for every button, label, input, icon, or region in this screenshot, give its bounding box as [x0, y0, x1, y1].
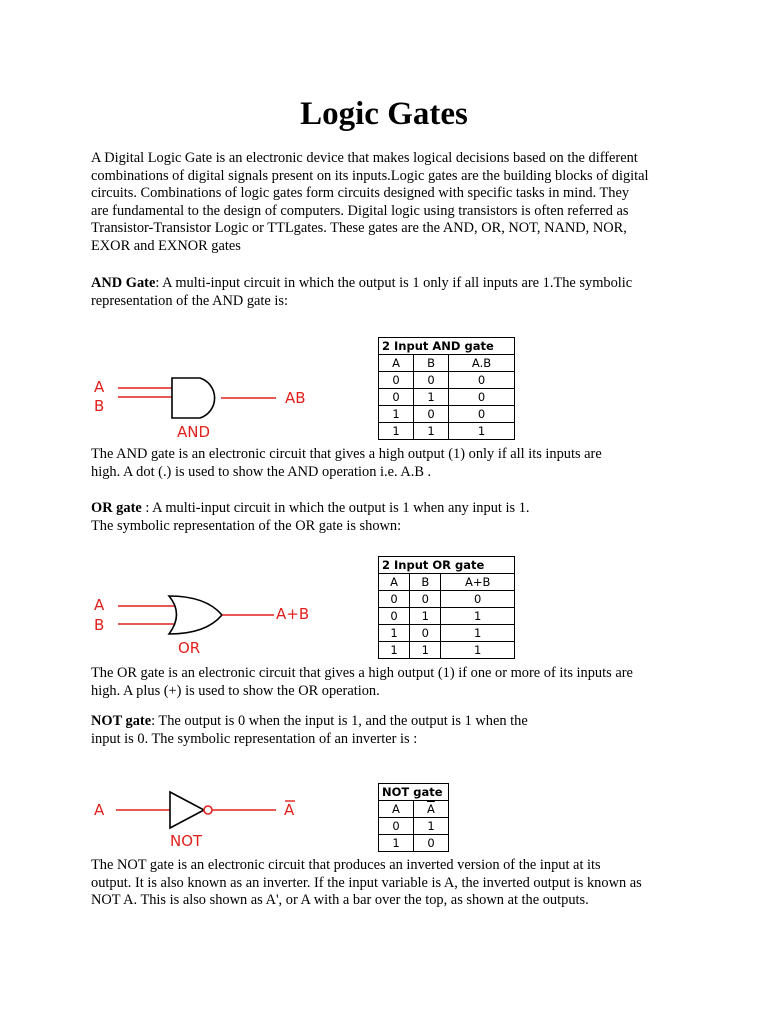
intro-line: circuits. Combinations of logic gates form circuits designed with specific tasks in mind. They — [91, 185, 630, 201]
table-row — [379, 591, 515, 608]
table-cell: 0 — [441, 591, 515, 608]
not-after-text: The NOT gate is an electronic circuit that produces an inverted version of the input at its — [91, 857, 601, 873]
table-cell: 0 — [414, 406, 449, 423]
table-cell: 0 — [379, 389, 414, 406]
table-row — [379, 818, 449, 835]
table-cell: 0 — [379, 608, 410, 625]
table-cell: 1 — [414, 389, 449, 406]
and-gate-diagram — [88, 370, 318, 442]
and-table-caption: 2 Input AND gate — [379, 338, 515, 355]
and-explanation — [91, 446, 677, 481]
or-truth-table — [378, 556, 515, 659]
not-gate-diagram — [88, 788, 313, 852]
and-input-a-label: A — [94, 378, 105, 396]
or-input-a-label: A — [94, 596, 105, 614]
and-input-b-label: B — [94, 397, 105, 415]
not-explanation — [91, 857, 677, 910]
table-cell: 0 — [449, 372, 515, 389]
table-header-cell: A — [379, 355, 414, 372]
table-row — [379, 406, 515, 423]
table-cell: 1 — [410, 608, 441, 625]
intro-line: are fundamental to the design of computers. Digital logic using transistors is often referred as — [91, 202, 629, 219]
table-cell: 0 — [414, 372, 449, 389]
table-cell: 1 — [441, 608, 515, 625]
not-gate-name: NOT — [170, 832, 203, 850]
not-heading: NOT gate — [91, 713, 152, 729]
not-after-text: output. It is also known as an inverter. If the input variable is A, the inverted output is known as — [91, 874, 642, 891]
not-truth-table — [378, 783, 449, 852]
table-cell: 1 — [379, 642, 410, 659]
table-header-cell: B — [414, 355, 449, 372]
or-description — [91, 500, 677, 535]
table-header-cell: A.B — [449, 355, 515, 372]
table-row — [379, 625, 515, 642]
table-row — [379, 642, 515, 659]
table-header-cell: $\overline{A}$ — [413, 801, 448, 818]
intro-line: Transistor-Transistor Logic or TTLgates. These gates are the AND, OR, NOT, NAND, NOR, — [91, 220, 627, 236]
table-cell: 0 — [379, 372, 414, 389]
not-desc-text: : The output is 0 when the input is 1, and the output is 1 when the — [151, 713, 528, 729]
table-cell: 0 — [410, 625, 441, 642]
or-output-label: A+B — [276, 605, 310, 623]
not-description — [91, 713, 677, 748]
intro-line: EXOR and EXNOR gates — [91, 237, 241, 254]
and-after-text: high. A dot (.) is used to show the AND operation i.e. A.B . — [91, 463, 432, 480]
and-after-text: The AND gate is an electronic circuit that gives a high output (1) only if all its inputs are — [91, 446, 602, 462]
table-row — [379, 372, 515, 389]
table-cell: 0 — [410, 591, 441, 608]
not-input-a-label: A — [94, 801, 105, 819]
page-title: Logic Gates — [300, 96, 468, 132]
or-desc-text: : A multi-input circuit in which the output is 1 when any input is 1. — [141, 500, 530, 516]
table-row — [379, 423, 515, 440]
and-heading: AND Gate — [91, 275, 156, 291]
and-truth-table — [378, 337, 515, 440]
table-cell: 0 — [449, 406, 515, 423]
table-cell: 1 — [379, 406, 414, 423]
table-row — [379, 835, 449, 852]
or-gate-diagram — [88, 590, 323, 660]
intro-line: A Digital Logic Gate is an electronic device that makes logical decisions based on the different — [91, 150, 638, 166]
table-cell: 1 — [441, 642, 515, 659]
table-cell: 0 — [449, 389, 515, 406]
table-header-cell: A — [379, 801, 414, 818]
intro-paragraph — [91, 150, 677, 255]
table-cell: 0 — [379, 591, 410, 608]
and-desc-text: representation of the AND gate is: — [91, 292, 289, 309]
table-header-cell: B — [410, 574, 441, 591]
or-input-b-label: B — [94, 616, 105, 634]
and-gate-name: AND — [177, 423, 211, 441]
and-output-label: AB — [285, 389, 306, 407]
not-output-label: A — [284, 801, 295, 819]
and-description — [91, 275, 677, 310]
table-cell: 1 — [413, 818, 448, 835]
or-explanation — [91, 665, 677, 700]
and-desc-text: : A multi-input circuit in which the output is 1 only if all inputs are 1.The symbolic — [155, 275, 633, 291]
not-desc-text: input is 0. The symbolic representation of an inverter is : — [91, 730, 418, 747]
table-row — [379, 608, 515, 625]
or-gate-name: OR — [178, 639, 201, 657]
table-cell: 1 — [379, 423, 414, 440]
table-cell: 1 — [441, 625, 515, 642]
or-table-caption: 2 Input OR gate — [379, 557, 515, 574]
or-after-text: The OR gate is an electronic circuit that gives a high output (1) if one or more of its inputs are — [91, 665, 633, 681]
table-cell: 1 — [410, 642, 441, 659]
table-header-cell: A+B — [441, 574, 515, 591]
or-heading: OR gate — [91, 500, 142, 516]
or-desc-text: The symbolic representation of the OR gate is shown: — [91, 517, 402, 534]
or-after-text: high. A plus (+) is used to show the OR operation. — [91, 682, 380, 699]
table-cell: 1 — [379, 835, 414, 852]
intro-line: combinations of digital signals present on its inputs.Logic gates are the building blocks of digital — [91, 167, 649, 184]
table-cell: 0 — [379, 818, 414, 835]
table-header-cell: A — [379, 574, 410, 591]
table-cell: 1 — [449, 423, 515, 440]
table-cell: 1 — [414, 423, 449, 440]
table-cell: 1 — [379, 625, 410, 642]
not-after-text: NOT A. This is also shown as A', or A with a bar over the top, as shown at the outputs. — [91, 892, 589, 908]
table-row — [379, 389, 515, 406]
not-table-caption: NOT gate — [379, 784, 449, 801]
table-cell: 0 — [413, 835, 448, 852]
